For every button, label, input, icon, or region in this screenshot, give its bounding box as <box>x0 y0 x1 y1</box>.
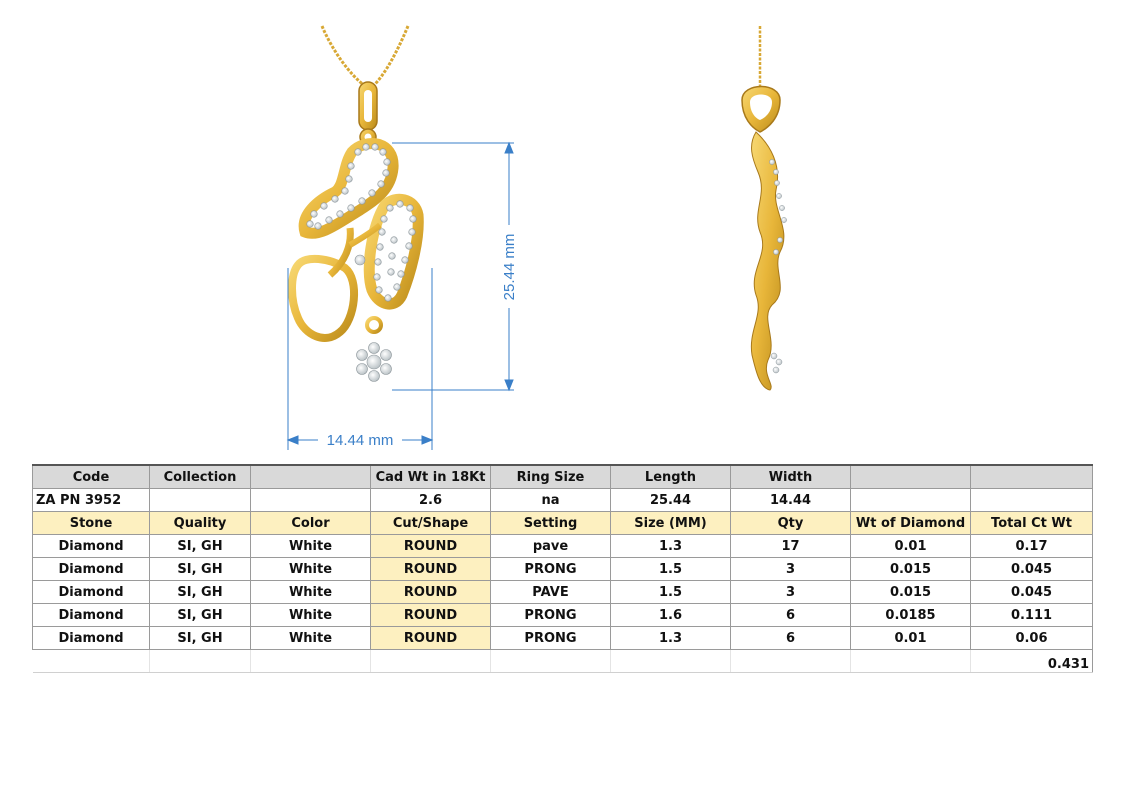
stone-header-cell: Stone <box>33 512 150 535</box>
stone-header-cell: Quality <box>150 512 251 535</box>
stone-header-cell: Setting <box>491 512 611 535</box>
left-petal <box>292 259 354 338</box>
value-cell: na <box>491 489 611 512</box>
setting-cell: PRONG <box>491 627 611 650</box>
setting-cell: pave <box>491 535 611 558</box>
color-cell: White <box>251 558 371 581</box>
stone-header-cell: Qty <box>731 512 851 535</box>
color-cell: White <box>251 627 371 650</box>
size-cell: 1.3 <box>611 627 731 650</box>
quality-cell: SI, GH <box>150 627 251 650</box>
total-weight-cell: 0.06 <box>971 627 1093 650</box>
cut-cell: ROUND <box>371 604 491 627</box>
stone-cell: Diamond <box>33 627 150 650</box>
cut-cell: ROUND <box>371 627 491 650</box>
value-cell <box>150 489 251 512</box>
stone-header-cell: Size (MM) <box>611 512 731 535</box>
quality-cell: SI, GH <box>150 581 251 604</box>
value-cell <box>251 489 371 512</box>
stone-row <box>33 558 1093 581</box>
stone-row <box>33 581 1093 604</box>
stone-row <box>33 604 1093 627</box>
chain-left <box>322 26 365 86</box>
total-weight-cell: 0.17 <box>971 535 1093 558</box>
stone-cell: Diamond <box>33 604 150 627</box>
header-cell: Width <box>731 465 851 489</box>
stone-cell: Diamond <box>33 558 150 581</box>
chain-right <box>373 26 408 86</box>
value-cell: 2.6 <box>371 489 491 512</box>
qty-cell: 6 <box>731 604 851 627</box>
qty-cell: 3 <box>731 581 851 604</box>
header-cell: Ring Size <box>491 465 611 489</box>
stone-header-cell: Cut/Shape <box>371 512 491 535</box>
stone-cell: Diamond <box>33 581 150 604</box>
size-cell: 1.3 <box>611 535 731 558</box>
setting-cell: PRONG <box>491 604 611 627</box>
color-cell: White <box>251 604 371 627</box>
cut-cell: ROUND <box>371 581 491 604</box>
weight-cell: 0.015 <box>851 581 971 604</box>
color-cell: White <box>251 535 371 558</box>
flower-drop <box>357 343 392 382</box>
quality-cell: SI, GH <box>150 535 251 558</box>
size-cell: 1.6 <box>611 604 731 627</box>
weight-cell: 0.015 <box>851 558 971 581</box>
header-cell <box>971 465 1093 489</box>
size-cell: 1.5 <box>611 581 731 604</box>
total-row <box>33 650 1093 673</box>
quality-cell: SI, GH <box>150 558 251 581</box>
value-cell <box>971 489 1093 512</box>
setting-cell: PAVE <box>491 581 611 604</box>
header-cell: Cad Wt in 18Kt <box>371 465 491 489</box>
height-label: 25.44 mm <box>501 233 518 301</box>
quality-cell: SI, GH <box>150 604 251 627</box>
qty-cell: 17 <box>731 535 851 558</box>
weight-cell: 0.01 <box>851 535 971 558</box>
weight-cell: 0.01 <box>851 627 971 650</box>
qty-cell: 6 <box>731 627 851 650</box>
value-cell: ZA PN 3952 <box>33 489 150 512</box>
stone-header-cell: Total Ct Wt <box>971 512 1093 535</box>
header-cell <box>851 465 971 489</box>
setting-cell: PRONG <box>491 558 611 581</box>
stone-cell: Diamond <box>33 535 150 558</box>
weight-cell: 0.0185 <box>851 604 971 627</box>
value-cell: 25.44 <box>611 489 731 512</box>
stone-row <box>33 535 1093 558</box>
total-weight-cell: 0.045 <box>971 581 1093 604</box>
total-weight-cell: 0.045 <box>971 558 1093 581</box>
width-label: 14.44 mm <box>326 432 394 449</box>
specification-table <box>32 464 1093 673</box>
stone-row <box>33 627 1093 650</box>
header-cell: Code <box>33 465 150 489</box>
total-weight-cell: 0.111 <box>971 604 1093 627</box>
value-cell: 14.44 <box>731 489 851 512</box>
header-cell: Length <box>611 465 731 489</box>
header-cell: Collection <box>150 465 251 489</box>
size-cell: 1.5 <box>611 558 731 581</box>
grand-total: 0.431 <box>971 650 1093 673</box>
stone-header-row <box>33 512 1093 535</box>
product-values-row <box>33 489 1093 512</box>
header-cell <box>251 465 371 489</box>
stone-header-cell: Wt of Diamond <box>851 512 971 535</box>
value-cell <box>851 489 971 512</box>
side-body <box>751 132 784 390</box>
pendant-front-view <box>292 26 418 382</box>
cut-cell: ROUND <box>371 535 491 558</box>
stone-header-cell: Color <box>251 512 371 535</box>
qty-cell: 3 <box>731 558 851 581</box>
pendant-side-view <box>742 26 787 390</box>
color-cell: White <box>251 581 371 604</box>
product-header-row <box>33 465 1093 489</box>
cut-cell: ROUND <box>371 558 491 581</box>
